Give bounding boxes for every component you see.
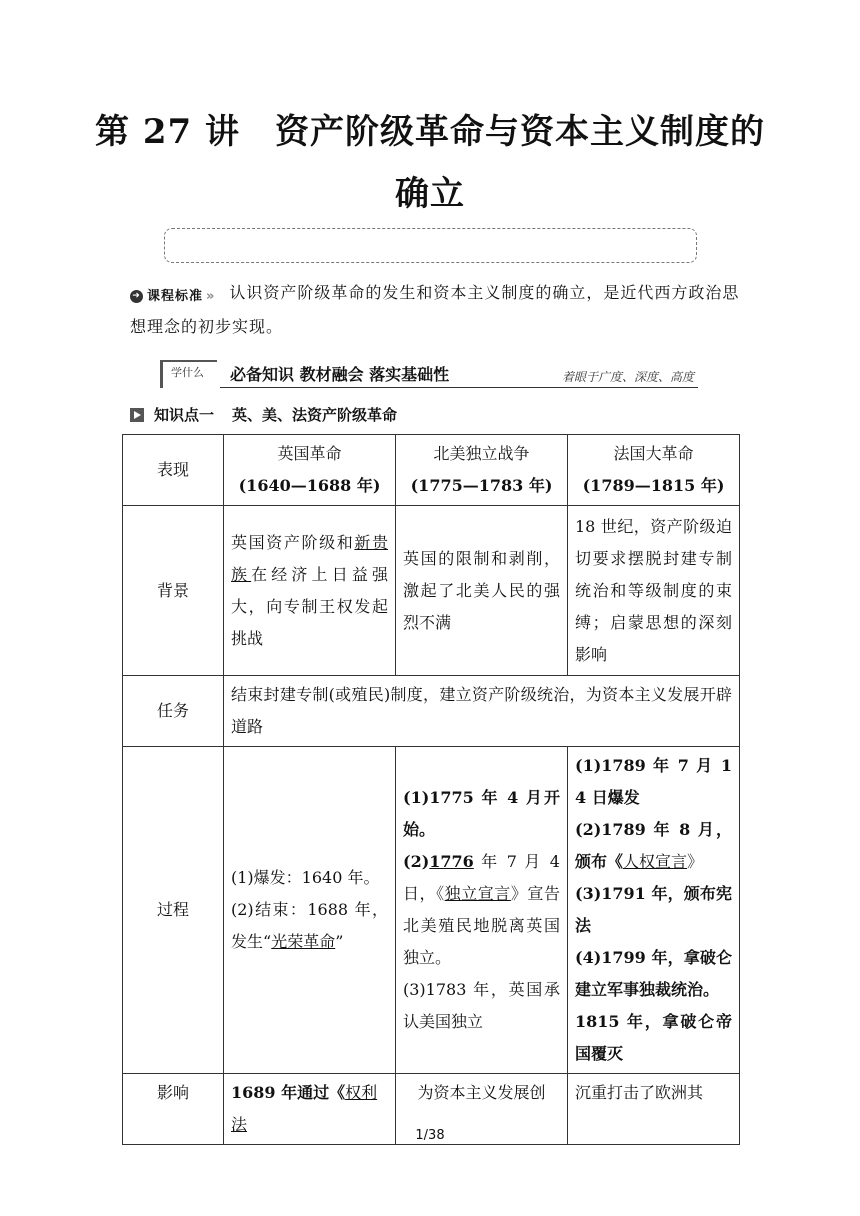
task-label: 任务	[123, 676, 224, 747]
process-fr-item: 1815 年，拿破仑帝国覆灭	[575, 1012, 732, 1063]
header-north-america-years: (1775—1783 年)	[410, 476, 553, 495]
banner-heading: 必备知识 教材融会 落实基础性	[230, 365, 450, 384]
play-triangle-icon	[130, 408, 144, 422]
lecture-title-line2: 确立	[395, 174, 465, 214]
curriculum-standard-tag	[130, 282, 215, 312]
process-fr-item: (2)1789 年 8 月，颁布《人权宣言》	[575, 820, 732, 871]
table-row-header	[123, 435, 740, 506]
underlined-term: 新贵族	[231, 532, 388, 584]
process-fr-item: (3)1791 年，颁布宪法	[575, 884, 732, 935]
knowledge-point-heading	[130, 404, 397, 425]
header-france-years: (1789—1815 年)	[582, 476, 725, 495]
header-england-years: (1640—1688 年)	[238, 476, 381, 495]
header-north-america	[396, 435, 568, 506]
curriculum-standard-tag-label: 课程标准	[147, 288, 204, 304]
process-label: 过程	[123, 747, 224, 1074]
header-france-name: 法国大革命	[613, 444, 694, 463]
background-england: 英国资产阶级和新贵族在经济上日益强大，向专制王权发起挑战	[224, 506, 396, 676]
banner-tagline: 着眼于广度、深度、高度	[561, 370, 694, 384]
lecture-title-line1: 第 27 讲 资产阶级革命与资本主义制度的	[95, 112, 765, 152]
knowledge-point-label: 知识点一	[154, 406, 215, 424]
section-banner	[160, 360, 698, 388]
header-label: 表现	[123, 435, 224, 506]
curriculum-standard-text: 认识资产阶级革命的发生和资本主义制度的确立，是近代西方政治思想理念的初步实现。	[130, 283, 740, 336]
process-england-item: (1)爆发：1640 年。	[231, 868, 380, 887]
impact-france: 沉重打击了欧洲其	[568, 1074, 740, 1145]
knowledge-point-title: 英、美、法资产阶级革命	[232, 406, 398, 424]
curriculum-standard	[130, 278, 740, 342]
table-row-background	[123, 506, 740, 676]
process-na-item: (2)1776 年 7 月 4 日，《独立宣言》宣告北美殖民地脱离英国独立。	[403, 852, 560, 967]
table-row-task	[123, 676, 740, 747]
banner-logo-text: 学什么	[171, 366, 204, 379]
background-north-america: 英国的限制和剥削，激起了北美人民的强烈不满	[396, 506, 568, 676]
header-north-america-name: 北美独立战争	[433, 444, 530, 463]
table-row-process	[123, 747, 740, 1074]
process-england-item: (2)结束：1688 年，发生“光荣革命”	[231, 900, 388, 951]
banner-logo	[160, 360, 217, 388]
process-france	[568, 747, 740, 1074]
double-chevron-icon: »	[206, 288, 216, 304]
process-na-item: (1)1775 年 4 月开始。	[403, 788, 560, 839]
process-north-america	[396, 747, 568, 1074]
impact-england: 1689 年通过《权利法	[224, 1074, 396, 1145]
process-fr-item: (4)1799 年，拿破仑建立军事独裁统治。	[575, 948, 732, 999]
background-label: 背景	[123, 506, 224, 676]
impact-label: 影响	[123, 1074, 224, 1145]
header-france	[568, 435, 740, 506]
banner-rule	[220, 387, 698, 388]
dashed-placeholder-box	[164, 228, 697, 263]
process-england	[224, 747, 396, 1074]
revolutions-table	[122, 434, 740, 1145]
header-england	[224, 435, 396, 506]
background-france: 18 世纪，资产阶级迫切要求摆脱封建专制统治和等级制度的束缚；启蒙思想的深刻影响	[568, 506, 740, 676]
impact-north-america: 为资本主义发展创	[396, 1074, 568, 1145]
process-na-item: (3)1783 年，英国承认美国独立	[403, 980, 560, 1031]
process-fr-item: (1)1789 年 7 月 14 日爆发	[575, 756, 732, 807]
circle-arrow-icon: ➜	[130, 290, 143, 303]
task-text: 结束封建专制(或殖民)制度，建立资产阶级统治，为资本主义发展开辟道路	[224, 676, 740, 747]
page-number: 1/38	[415, 1128, 445, 1143]
header-england-name: 英国革命	[277, 444, 342, 463]
